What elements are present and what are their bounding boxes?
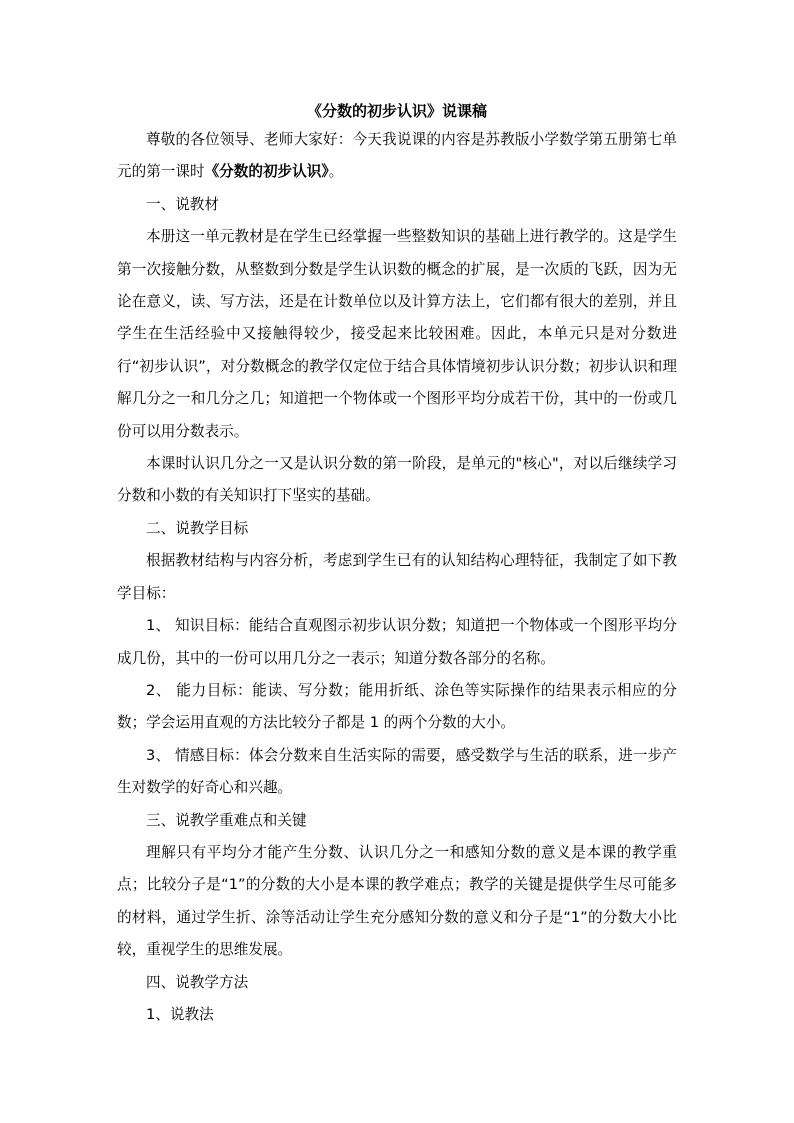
section-heading-methods: 四、说教学方法	[146, 973, 249, 991]
goal-emotion: 3、 情感目标：体会分数来自生活实际的需要，感受数学与生活的联系，进一步产生对数学的好奇心和兴趣。	[117, 746, 677, 797]
document-body	[117, 98, 677, 1031]
goal-ability: 2、 能力目标：能读、写分数；能用折纸、涂色等实际操作的结果表示相应的分数；学会运用直观的方法比较分子都是 1 的两个分数的大小。	[117, 681, 677, 732]
section-heading-goals: 二、说教学目标	[146, 519, 249, 537]
section-heading-textbook: 一、说教材	[146, 195, 219, 213]
goal-knowledge: 1、 知识目标：能结合直观图示初步认识分数；知道把一个物体或一个图形平均分成几份，其中的一份可以用几分之一表示；知道分数各部分的名称。	[117, 617, 677, 667]
document-title: 《分数的初步认识》说课稿	[306, 102, 487, 120]
intro-end: 。	[328, 163, 344, 181]
intro-paragraph	[117, 124, 677, 189]
key-points-paragraph: 理解只有平均分才能产生分数、认识几分之一和感知分数的意义是本课的教学重点；比较分子是“1”的分数的大小是本课的教学难点；教学的关键是提供学生尽可能多的材料，通过学生折、涂等活动让学生充分感知分数的意义和分子是“1”的分数大小比较，重视学生的思维发展。	[117, 843, 677, 959]
subsection-heading-teaching-method: 1、说教法	[146, 1005, 214, 1023]
intro-lesson-title: 《分数的初步认识》	[204, 163, 329, 181]
textbook-paragraph-2: 本课时认识几分之一又是认识分数的第一阶段，是单元的"核心"，对以后继续学习分数和小数的有关知识打下坚实的基础。	[117, 455, 677, 505]
goals-intro-paragraph: 根据教材结构与内容分析，考虑到学生已有的认知结构心理特征，我制定了如下教学目标：	[117, 552, 677, 602]
section-heading-key-points: 三、说教学重难点和关键	[146, 811, 307, 829]
textbook-paragraph-1: 本册这一单元教材是在学生已经掌握一些整数知识的基础上进行教学的。这是学生第一次接触分数，从整数到分数是学生认识数的概念的扩展，是一次质的飞跃，因为无论在意义，读、写方法，还是在计数单位以及计算方法上，它们都有很大的差别，并且学生在生活经验中又接触得较少，接受起来比较困难。因此，本单元只是对分数进行“初步认识”，对分数概念的教学仅定位于结合具体情境初步认识分数；初步认识和理解几分之一和几分之几；知道把一个物体或一个图形平均分成若干份，其中的一份或几份可以用分数表示。	[117, 228, 677, 440]
intro-text: 尊敬的各位领导、老师大家好：今天我说课的内容是苏教版小学数学第五册第七单元的第一课时	[117, 131, 677, 181]
